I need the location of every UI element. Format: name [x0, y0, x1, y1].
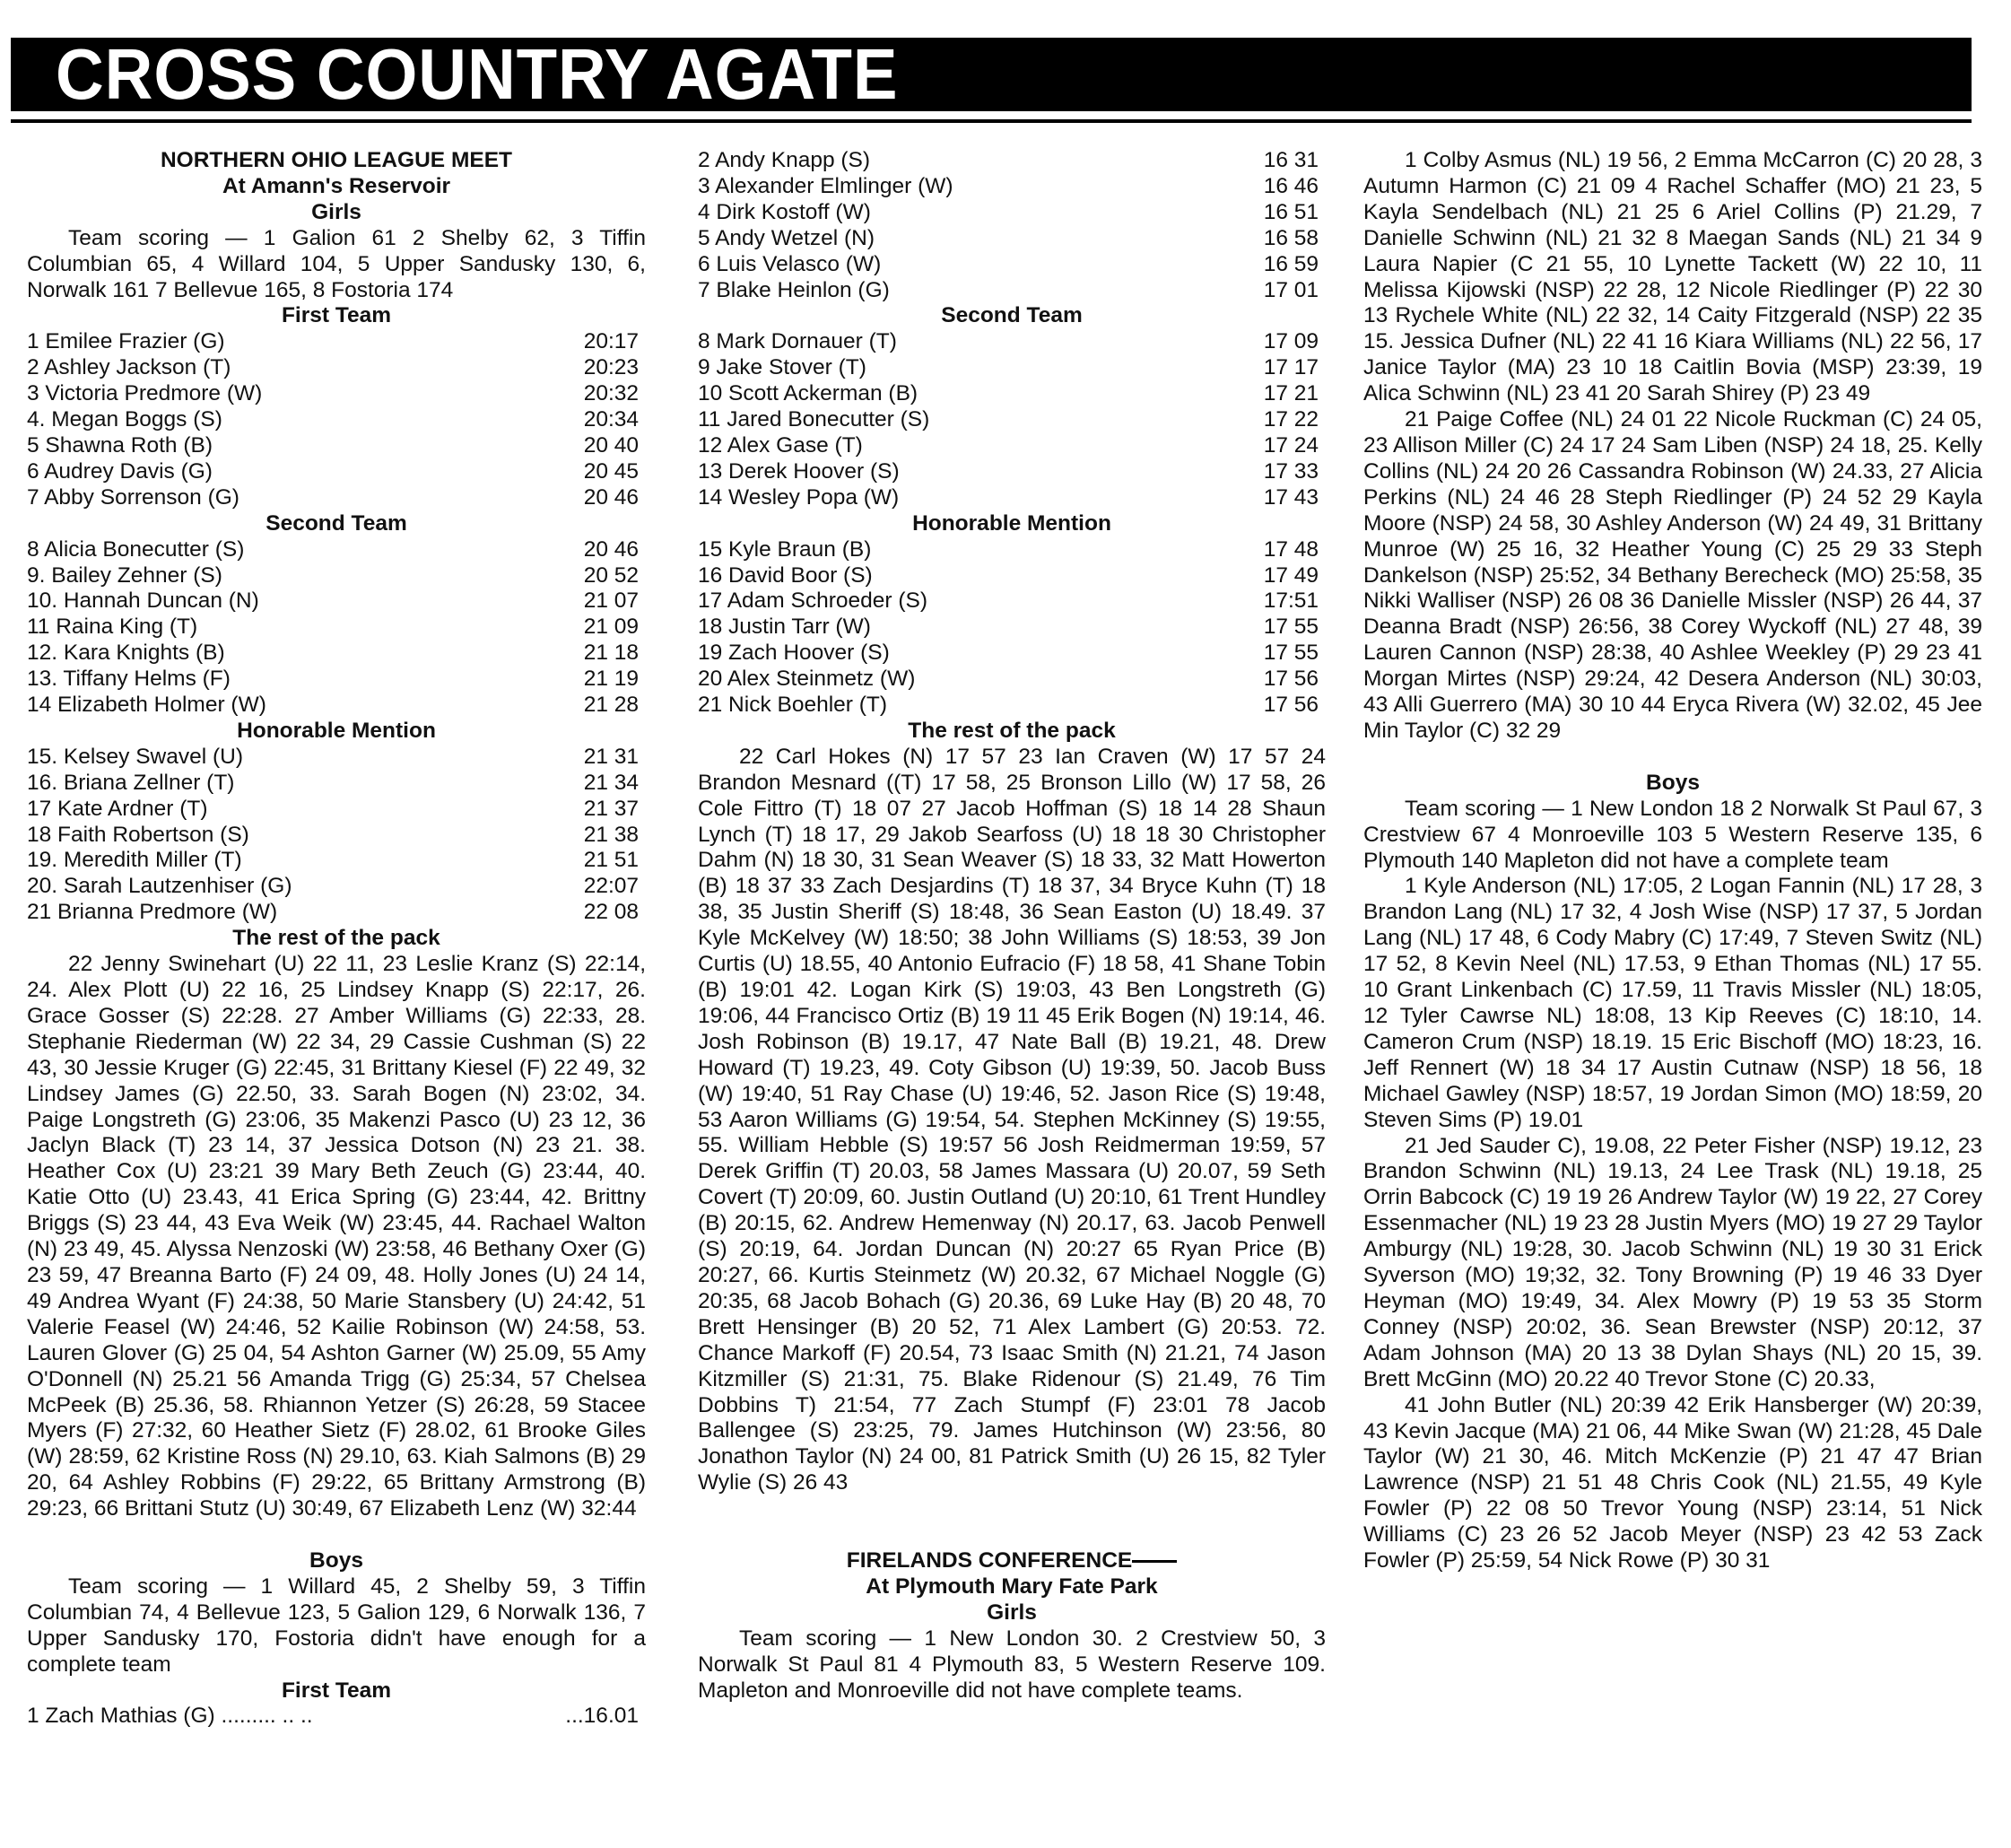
- runner-time: 17 43: [1263, 484, 1319, 510]
- runner-time: 17 55: [1263, 641, 1319, 666]
- result-row: [698, 148, 1326, 174]
- runner-place-name: 9 Jake Stover (T): [698, 355, 866, 380]
- runner-time: 22 08: [583, 900, 639, 925]
- runner-place-name: 14 Wesley Popa (W): [698, 484, 900, 510]
- firelands-boys-results-2: 21 Jed Sauder C), 19.08, 22 Peter Fisher (NSP) 19.12, 23 Brandon Schwinn (NL) 19.13, 24 Lee Trask (NL) 19.18, 25 Orrin Babcock (C) 19 19 26 Andrew Taylor (W) 19 22, 27 Corey Essenmacher (NL) 19 23 28 Justin Myers (MO) 19 27 29 Taylor Amburgy (NL) 19:28, 30. Jacob Schwinn (NL) 19 30 31 Erick Syverson (MO) 19;32, 32. Tony Browning (P) 19 46 33 Dyer Heyman (MO) 19:49, 34. Alex Mowry (P) 19 53 35 Storm Conney (NSP) 20:02, 36. Sean Brewster (NSP) 20:12, 37 Adam Johnson (MA) 20 13 38 Dylan Shays (NL) 20 15, 39. Brett McGinn (MO) 20.22 40 Trevor Stone (C) 20.33,: [1363, 1133, 1982, 1391]
- runner-place-name: 19. Meredith Miller (T): [27, 848, 242, 873]
- runner-time: 17 22: [1263, 407, 1319, 432]
- column-1: [27, 148, 646, 1730]
- nol-girls-honorable: [27, 745, 646, 926]
- firelands-girls-results-2: 21 Paige Coffee (NL) 24 01 22 Nicole Ruckman (C) 24 05, 23 Allison Miller (C) 24 17 24 Sam Liben (NSP) 24 18, 25. Kelly Collins (NL) 24 20 26 Cassandra Robinson (W) 24.33, 27 Alicia Perkins (NL) 24 46 28 Steph Riedlinger (P) 24 52 29 Kayla Moore (NSP) 24 58, 30 Ashley Anderson (W) 24 49, 31 Brittany Munroe (W) 25 16, 32 Heather Young (C) 25 29 33 Steph Dankelson (NSP) 25:52, 34 Bethany Berecheck (MO) 25:58, 35 Nikki Walliser (NSP) 26 08 36 Danielle Missler (NSP) 26 44, 37 Deanna Bradt (NSP) 26:56, 38 Corey Wyckoff (NL) 27 48, 39 Lauren Cannon (NSP) 28:38, 40 Ashlee Weekley (P) 29 23 41 Morgan Mirtes (NSP) 29:24, 42 Desera Anderson (NL) 30:03, 43 Alli Guerrero (MA) 30 10 44 Eryca Rivera (W) 32.02, 45 Jee Min Taylor (C) 32 29: [1363, 407, 1982, 743]
- result-row: [698, 641, 1326, 667]
- nol-boys-first-team-part2: [698, 148, 1326, 303]
- runner-place-name: 17 Kate Ardner (T): [27, 796, 208, 821]
- runner-place-name: 16 David Boor (S): [698, 562, 873, 588]
- runner-time: 16 58: [1263, 225, 1319, 250]
- spacer: [27, 1522, 646, 1548]
- result-row: [27, 537, 646, 563]
- runner-place-name: 12. Kara Knights (B): [27, 641, 225, 666]
- runner-place-name: 5 Andy Wetzel (N): [698, 225, 875, 250]
- runner-place-name: 10. Hannah Duncan (N): [27, 588, 259, 614]
- runner-time: 22:07: [583, 874, 639, 899]
- runner-place-name: 8 Alicia Bonecutter (S): [27, 536, 245, 562]
- runner-place-name: 12 Alex Gase (T): [698, 432, 863, 458]
- runner-place-name: 18 Justin Tarr (W): [698, 615, 871, 640]
- result-row: [698, 537, 1326, 563]
- runner-time: 17 33: [1263, 458, 1319, 484]
- result-row: [27, 459, 646, 485]
- runner-time: 17 48: [1263, 536, 1319, 562]
- firelands-girls-heading: Girls: [987, 1600, 1037, 1625]
- runner-time: 17 56: [1263, 693, 1319, 718]
- runner-place-name: 5 Shawna Roth (B): [27, 432, 213, 458]
- nol-girls-first-team-heading: First Team: [281, 303, 392, 328]
- runner-place-name: 10 Scott Ackerman (B): [698, 381, 918, 406]
- result-row: [698, 174, 1326, 200]
- firelands-boys-heading: Boys: [1646, 770, 1700, 795]
- nol-venue: At Amann's Reservoir: [222, 173, 451, 198]
- runner-place-name: 9. Bailey Zehner (S): [27, 562, 222, 588]
- runner-time: 21 09: [583, 615, 639, 640]
- result-row: [27, 588, 646, 615]
- nol-boys-first-team-part1: [27, 1704, 646, 1730]
- runner-time: 21 18: [583, 641, 639, 666]
- title-rule: [1132, 1560, 1177, 1563]
- result-row: [27, 693, 646, 719]
- runner-time: 17 55: [1263, 615, 1319, 640]
- runner-place-name: 20. Sarah Lautzenhiser (G): [27, 874, 292, 899]
- nol-boys-rest: 22 Carl Hokes (N) 17 57 23 Ian Craven (W) 17 57 24 Brandon Mesnard ((T) 17 58, 25 Bronson Lillo (W) 17 58, 26 Cole Fittro (T) 18 07 27 Jacob Hoffman (S) 18 14 28 Shaun Lynch (T) 18 17, 29 Jakob Searfoss (U) 18 18 30 Christopher Dahm (N) 18 30, 31 Sean Weaver (S) 18 33, 32 Matt Howerton (B) 18 37 33 Zach Desjardins (T) 18 37, 34 Bryce Kuhn (T) 18 38, 35 Justin Sheriff (S) 18:48, 36 Sean Easton (U) 18.49. 37 Kyle McKelvey (W) 18:50; 38 John Williams (S) 18:53, 39 Jon Curtis (U) 18.55, 40 Antonio Eufracio (F) 18 58, 41 Shane Tobin (B) 19:01 42. Logan Kirk (S) 19:03, 43 Ben Longstreth (G) 19:06, 44 Francisco Ortiz (B) 19 11 45 Erik Bogen (N) 19:14, 46. Josh Robinson (B) 19.17, 47 Nate Ball (B) 19.21, 48. Drew Howard (T) 19.23, 49. Coty Gibson (U) 19:39, 50. Jacob Buss (W) 19:40, 51 Ray Chase (U) 19:46, 52. Jason Rice (S) 19:48, 53 Aaron Williams (G) 19:54, 54. Stephen McKinney (S) 19:55, 55. William Hebble (S) 19:57 56 Josh Reidmerman 19:59, 57 Derek Griffin (T) 20.03, 58 James Massara (U) 20.07, 59 Seth Covert (T) 20:09, 60. Justin Outland (U) 20:10, 61 Trent Hundley (B) 20:15, 62. Andrew Hemenway (N) 20.17, 63. Jacob Penwell (S) 20:19, 64. Jordan Duncan (N) 20:27 65 Ryan Price (B) 20:27, 66. Kurtis Steinmetz (W) 20.32, 67 Michael Noggle (G) 20:35, 68 Jacob Bohach (G) 20.36, 69 Luke Hay (B) 20 48, 70 Brett Hensinger (B) 20 52, 71 Alex Lambert (G) 20:53. 72. Chance Markoff (F) 20.54, 73 Isaac Smith (N) 21.21, 74 Jason Kitzmiller (S) 21:31, 75. Blake Ridenour (S) 21.49, 76 Tim Dobbins T) 21:54, 77 Zach Stumpf (F) 23:01 78 Jacob Ballengee (S) 23:25, 79. James Hutchinson (W) 23:56, 80 Jonathon Taylor (N) 24 00, 81 Patrick Smith (U) 26 15, 82 Tyler Wylie (S) 26 43: [698, 744, 1326, 1495]
- runner-place-name: 15. Kelsey Swavel (U): [27, 744, 244, 769]
- result-row: [27, 433, 646, 459]
- result-row: [27, 1704, 646, 1730]
- runner-time: 20 52: [583, 562, 639, 588]
- runner-time: 20:34: [583, 407, 639, 432]
- nol-girls-honorable-heading: Honorable Mention: [237, 718, 436, 743]
- result-row: [698, 355, 1326, 381]
- runner-place-name: 13. Tiffany Helms (F): [27, 667, 231, 692]
- runner-time: 21 34: [583, 770, 639, 795]
- nol-girls-second-team: [27, 537, 646, 719]
- nol-girls-team-scoring: Team scoring — 1 Galion 61 2 Shelby 62, 3 Tiffin Columbian 65, 4 Willard 104, 5 Upper Sandusky 130, 6, Norwalk 161 7 Bellevue 165, 8 Fostoria 174: [27, 225, 646, 302]
- result-row: [698, 278, 1326, 304]
- column-3: [1363, 148, 1982, 1574]
- firelands-boys-results-3: 41 John Butler (NL) 20:39 42 Erik Hansberger (W) 20:39, 43 Kevin Jacque (MA) 21 06, 44 Mike Swan (W) 21:28, 45 Dale Taylor (W) 21 30, 46. Mitch McKenzie (P) 21 47 47 Brian Lawrence (NSP) 21 51 48 Chris Cook (NL) 21.55, 49 Kyle Fowler (P) 22 08 50 Trevor Young (NSP) 23:14, 51 Nick Williams (C) 23 26 52 Jacob Meyer (NSP) 23 42 53 Zack Fowler (P) 25:59, 54 Nick Rowe (P) 30 31: [1363, 1392, 1982, 1573]
- result-row: [27, 823, 646, 849]
- runner-place-name: 4 Dirk Kostoff (W): [698, 199, 871, 224]
- runner-time: 17 24: [1263, 432, 1319, 458]
- runner-time: 17 09: [1263, 329, 1319, 354]
- spacer: [698, 1496, 1326, 1548]
- result-row: [27, 667, 646, 693]
- result-row: [27, 563, 646, 589]
- firelands-girls-team-scoring: Team scoring — 1 New London 30. 2 Crestview 50, 3 Norwalk St Paul 81 4 Plymouth 83, 5 Western Reserve 109. Mapleton and Monroeville did not have complete teams.: [698, 1626, 1326, 1703]
- runner-place-name: 1 Emilee Frazier (G): [27, 329, 225, 354]
- column-2: [698, 148, 1326, 1704]
- result-row: [27, 874, 646, 900]
- runner-place-name: 19 Zach Hoover (S): [698, 641, 890, 666]
- runner-place-name: 15 Kyle Braun (B): [698, 536, 872, 562]
- runner-time: 20 45: [583, 458, 639, 484]
- result-row: [27, 329, 646, 355]
- runner-time: 17 01: [1263, 277, 1319, 302]
- result-row: [698, 252, 1326, 278]
- result-row: [698, 329, 1326, 355]
- runner-place-name: 7 Abby Sorrenson (G): [27, 484, 239, 510]
- nol-girls-second-team-heading: Second Team: [266, 510, 407, 536]
- runner-time: 17 49: [1263, 562, 1319, 588]
- runner-time: 20 46: [583, 536, 639, 562]
- result-row: [27, 848, 646, 874]
- result-row: [698, 485, 1326, 511]
- runner-time: 20:32: [583, 381, 639, 406]
- result-row: [27, 485, 646, 511]
- result-row: [27, 407, 646, 433]
- runner-place-name: 7 Blake Heinlon (G): [698, 277, 890, 302]
- runner-place-name: 4. Megan Boggs (S): [27, 407, 222, 432]
- nol-girls-rest: 22 Jenny Swinehart (U) 22 11, 23 Leslie Kranz (S) 22:14, 24. Alex Plott (U) 22 16, 25 Lindsey Knapp (S) 22:17, 26. Grace Gosser (S) 22:28. 27 Amber Williams (G) 22:33, 28. Stephanie Riederman (W) 22 34, 29 Cassie Cushman (S) 22 43, 30 Jessie Kruger (G) 22:45, 31 Brittany Kiesel (F) 22 49, 32 Lindsey James (G) 22.50, 33. Sarah Bogen (N) 23:02, 34. Paige Longstreth (G) 23:06, 35 Makenzi Pasco (U) 23 12, 36 Jaclyn Black (T) 23 14, 37 Jessica Dotson (N) 23 21. 38. Heather Cox (U) 23:21 39 Mary Beth Zeuch (G) 23:44, 40. Katie Otto (U) 23.43, 41 Erica Spring (G) 23:44, 42. Brittny Briggs (S) 23 44, 43 Eva Weik (W) 23:45, 44. Rachael Walton (N) 23 49, 45. Alyssa Nenzoski (W) 23:58, 46 Bethany Oxer (G) 23 59, 47 Breanna Barto (F) 24 09, 48. Holly Jones (U) 24 14, 49 Andrea Wyant (F) 24:38, 50 Marie Stansbery (U) 24:42, 51 Valerie Feasel (W) 24:46, 52 Kailie Robinson (W) 24:58, 53. Lauren Glover (G) 25 04, 54 Ashton Garner (W) 25.09, 55 Amy O'Donnell (N) 25.21 56 Amanda Trigg (G) 25:34, 57 Chelsea McPeek (B) 25.36, 58. Rhiannon Yetzer (S) 26:28, 59 Stacee Myers (F) 27:32, 60 Heather Sietz (F) 28.02, 61 Brooke Giles (W) 28:59, 62 Kristine Ross (N) 29.10, 63. Kiah Salmons (B) 29 20, 64 Ashley Robbins (F) 29:22, 65 Brittany Armstrong (B) 29:23, 66 Brittani Stutz (U) 30:49, 67 Elizabeth Lenz (W) 32:44: [27, 952, 646, 1521]
- masthead-banner: [11, 34, 1972, 114]
- page-title: CROSS COUNTRY AGATE: [56, 34, 899, 114]
- nol-girls-heading: Girls: [311, 199, 361, 224]
- firelands-title: [698, 1548, 1326, 1574]
- result-row: [27, 797, 646, 823]
- runner-place-name: 13 Derek Hoover (S): [698, 458, 900, 484]
- spacer: [1363, 745, 1982, 771]
- runner-place-name: 21 Nick Boehler (T): [698, 693, 888, 718]
- result-row: [698, 433, 1326, 459]
- result-row: [698, 226, 1326, 252]
- runner-place-name: 3 Alexander Elmlinger (W): [698, 173, 953, 198]
- runner-time: 16 51: [1263, 199, 1319, 224]
- runner-place-name: 20 Alex Steinmetz (W): [698, 667, 916, 692]
- runner-place-name: 14 Elizabeth Holmer (W): [27, 693, 266, 718]
- nol-boys-team-scoring: Team scoring — 1 Willard 45, 2 Shelby 59, 3 Tiffin Columbian 74, 4 Bellevue 123, 5 Galion 129, 6 Norwalk 136, 7 Upper Sandusky 170, Fostoria didn't have enough for a complete team: [27, 1573, 646, 1677]
- result-row: [698, 667, 1326, 693]
- runner-time: 21 38: [583, 822, 639, 847]
- runner-time: 17 21: [1263, 381, 1319, 406]
- runner-place-name: 11 Raina King (T): [27, 615, 198, 640]
- nol-girls-rest-heading: The rest of the pack: [232, 926, 440, 951]
- runner-place-name: 6 Luis Velasco (W): [698, 251, 882, 276]
- result-row: [698, 459, 1326, 485]
- nol-boys-second-team-heading: Second Team: [941, 303, 1083, 328]
- firelands-boys-team-scoring: Team scoring — 1 New London 18 2 Norwalk St Paul 67, 3 Crestview 67 4 Monroeville 103 5 Western Reserve 135, 6 Plymouth 140 Mapleton did not have a complete team: [1363, 796, 1982, 873]
- runner-time: ...16.01: [565, 1704, 639, 1729]
- runner-place-name: 17 Adam Schroeder (S): [698, 588, 928, 614]
- runner-time: 17:51: [1263, 588, 1319, 614]
- nol-boys-rest-heading: The rest of the pack: [908, 718, 1116, 743]
- result-row: [698, 588, 1326, 615]
- runner-place-name: 3 Victoria Predmore (W): [27, 381, 263, 406]
- runner-time: 20:17: [583, 329, 639, 354]
- runner-time: 21 37: [583, 796, 639, 821]
- runner-time: 21 07: [583, 588, 639, 614]
- firelands-girls-results-1: 1 Colby Asmus (NL) 19 56, 2 Emma McCarron (C) 20 28, 3 Autumn Harmon (C) 21 09 4 Rachel Schaffer (MO) 21 23, 5 Kayla Sendelbach (NL) 21 25 6 Ariel Collins (P) 21.29, 7 Danielle Schwinn (NL) 21 32 8 Maegan Sands (NL) 21 34 9 Laura Napier (C 21 55, 10 Lynette Tackett (W) 22 10, 11 Melissa Kijowski (NSP) 22 28, 12 Nicole Riedlinger (P) 22 30 13 Rychele White (NL) 22 32, 14 Caity Fitzgerald (NSP) 22 35 15. Jessica Dufner (NL) 22 41 16 Kiara Williams (NL) 22 56, 17 Janice Taylor (MA) 23 10 18 Caitlin Bovia (MSP) 23:39, 19 Alica Schwinn (NL) 23 41 20 Sarah Shirey (P) 23 49: [1363, 148, 1982, 406]
- nol-boys-heading: Boys: [309, 1548, 363, 1573]
- runner-place-name: 21 Brianna Predmore (W): [27, 900, 278, 925]
- runner-time: 21 28: [583, 693, 639, 718]
- runner-time: 17 17: [1263, 355, 1319, 380]
- nol-boys-second-team: [698, 329, 1326, 510]
- runner-time: 21 31: [583, 744, 639, 769]
- runner-place-name: 2 Ashley Jackson (T): [27, 355, 231, 380]
- result-row: [698, 381, 1326, 407]
- runner-place-name: 2 Andy Knapp (S): [698, 148, 871, 172]
- result-row: [698, 693, 1326, 719]
- result-row: [27, 900, 646, 926]
- runner-time: 20:23: [583, 355, 639, 380]
- result-row: [698, 563, 1326, 589]
- runner-time: 16 46: [1263, 173, 1319, 198]
- result-row: [27, 381, 646, 407]
- runner-time: 20 40: [583, 432, 639, 458]
- nol-meet-title: NORTHERN OHIO LEAGUE MEET: [160, 148, 512, 172]
- runner-place-name: 16. Briana Zellner (T): [27, 770, 235, 795]
- firelands-venue: At Plymouth Mary Fate Park: [866, 1574, 1158, 1600]
- result-row: [27, 771, 646, 797]
- runner-place-name: 6 Audrey Davis (G): [27, 458, 213, 484]
- result-row: [27, 745, 646, 771]
- runner-place-name: 18 Faith Robertson (S): [27, 822, 249, 847]
- masthead-rule: [11, 119, 1972, 123]
- result-row: [27, 355, 646, 381]
- result-row: [27, 641, 646, 667]
- nol-boys-first-team-heading: First Team: [281, 1678, 392, 1703]
- result-row: [698, 615, 1326, 641]
- nol-boys-honorable: [698, 537, 1326, 719]
- result-row: [698, 200, 1326, 226]
- runner-time: 21 19: [583, 667, 639, 692]
- firelands-title-text: FIRELANDS CONFERENCE: [846, 1548, 1133, 1573]
- runner-time: 16 59: [1263, 251, 1319, 276]
- runner-place-name: 8 Mark Dornauer (T): [698, 329, 897, 354]
- nol-boys-honorable-heading: Honorable Mention: [912, 510, 1111, 536]
- runner-time: 17 56: [1263, 667, 1319, 692]
- nol-girls-first-team: [27, 329, 646, 510]
- runner-time: 20 46: [583, 484, 639, 510]
- runner-time: 16 31: [1263, 148, 1319, 172]
- result-row: [698, 407, 1326, 433]
- runner-place-name: 11 Jared Bonecutter (S): [698, 407, 930, 432]
- firelands-boys-results-1: 1 Kyle Anderson (NL) 17:05, 2 Logan Fannin (NL) 17 28, 3 Brandon Lang (NL) 17 32, 4 Josh Wise (NSP) 17 37, 5 Jordan Lang (NL) 17 48, 6 Cody Mabry (C) 17:49, 7 Steven Switz (NL) 17 52, 8 Kevin Neel (NL) 17.53, 9 Ethan Thomas (NL) 17 55. 10 Grant Linkenbach (C) 17.59, 11 Travis Missler (NL) 18:05, 12 Tyler Cawrse NL) 18:08, 13 Kip Reeves (C) 18:10, 14. Cameron Crum (NSP) 18.19. 15 Eric Bischoff (MO) 18:23, 16. Jeff Rennert (W) 18 34 17 Austin Cutnaw (NSP) 18 56, 18 Michael Gawley (NSP) 18:57, 19 Jordan Simon (MO) 18:59, 20 Steven Sims (P) 19.01: [1363, 874, 1982, 1132]
- runner-time: 21 51: [583, 848, 639, 873]
- result-row: [27, 615, 646, 641]
- runner-place-name: 1 Zach Mathias (G) ......... .. ..: [27, 1704, 313, 1729]
